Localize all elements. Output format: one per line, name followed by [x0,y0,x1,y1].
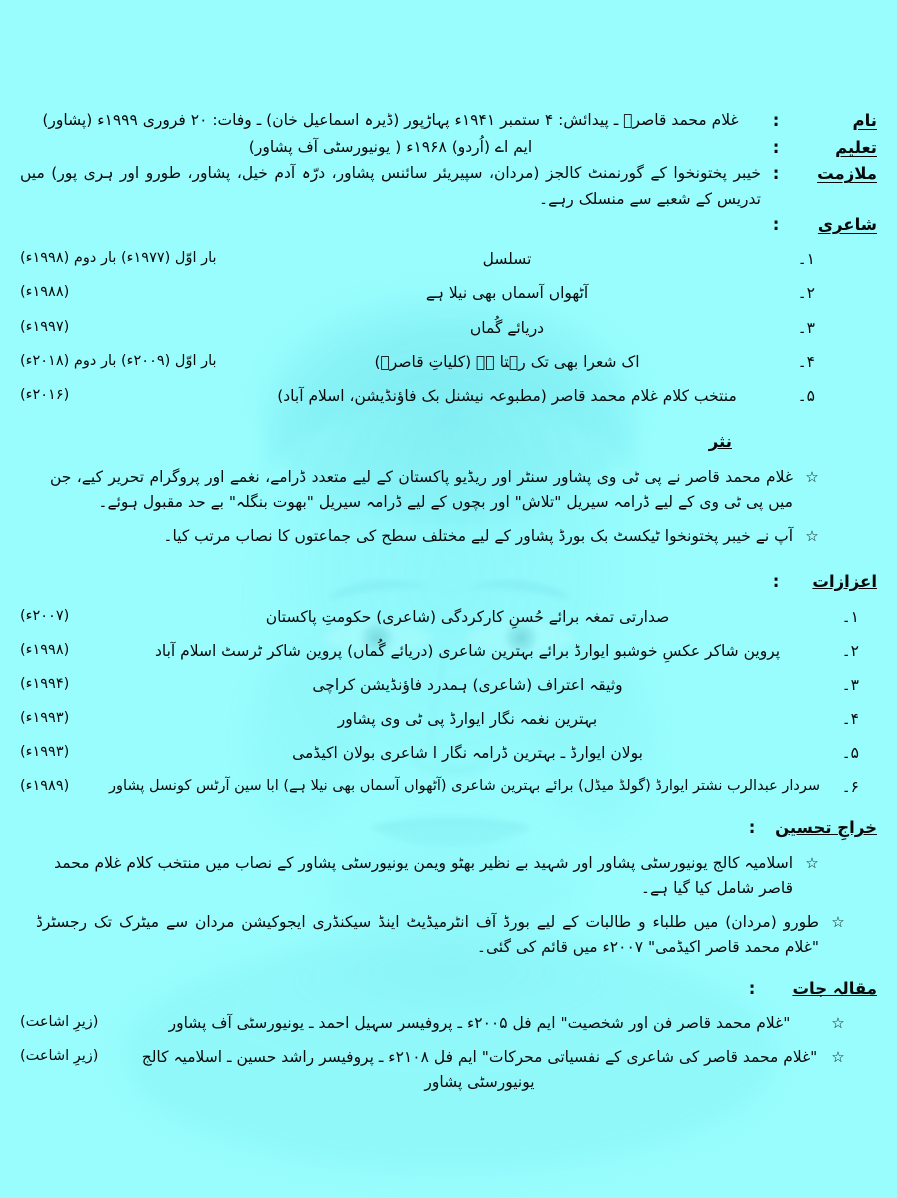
award-item [20,639,877,664]
dissertation-item-text: "غلام محمد قاصر کی شاعری کے نفسیاتی محرکات" ایم فل ۲۱۰۸ء ـ پروفیسر راشد حسین ـ اسلامیہ کالج یونیورسٹی پشاور [141,1048,818,1092]
colon-tribute: : [748,818,756,838]
colon-name: : [772,111,780,130]
label-tribute: خراجِ تحسین [775,818,877,838]
colon-employment: : [772,164,780,184]
award-item-year: (۱۹۹۳ء) [20,710,70,727]
award-item-year: (۱۹۹۴ء) [20,675,70,692]
poetry-item-title: اک شعرا بھی تک رہتا ہے (کلیاتِ قاصرؔ) [374,352,640,371]
dissertation-item-status: (زیرِ اشاعت) [20,1014,99,1031]
dissertation-item-text: "غلام محمد قاصر فن اور شخصیت" ایم فل ۲۰۰۵ء ـ پروفیسر سہیل احمد ـ یونیورسٹی آف پشاور [168,1014,791,1033]
star-icon: ☆ [805,526,819,545]
poetry-item-number: ۵۔ [797,386,815,405]
section-heading-awards [20,569,877,596]
star-icon: ☆ [805,854,819,873]
dissertation-item [20,1045,877,1095]
value-name: غلام محمد قاصرؔ ـ پیدائش: ۴ ستمبر ۱۹۴۱ء پہاڑپور (ڈیرہ اسماعیل خان) ـ وفات: ۲۰ فروری ۱۹۹۹ء (پشاور) [42,111,739,129]
tribute-item [20,910,877,960]
award-item-title: صدارتی تمغہ برائے حُسنِ کارکردگی (شاعری) حکومتِ پاکستان [265,607,670,626]
award-item-title: سردار عبدالرب نشتر ایوارڈ (گولڈ میڈل) برائے بہترین شاعری (آٹھواں آسماں بھی نیلا ہے) ابا سین آرٹس کونسل پشاور [109,778,820,795]
award-item-number: ۲۔ [841,641,859,660]
prose-item [20,465,877,515]
section-heading-dissertations [20,976,877,1003]
award-item [20,741,877,766]
colon-awards: : [772,571,780,591]
star-icon: ☆ [805,467,819,486]
label-name: نام [852,111,877,130]
award-item [20,707,877,732]
poetry-item [20,316,877,341]
star-icon: ☆ [831,913,845,932]
prose-item-text: غلام محمد قاصر نے پی ٹی وی پشاور سنٹر اور ریڈیو پاکستان کے لیے متعدد ڈرامے، نغمے اور پروگرام تحریر کیے، جن میں پی ٹی وی کے لیے ڈرامہ سیریل "تلاش" اور بچوں کے لیے ڈرامہ سیریل "بھوت بنگلہ" بے حد مقبول ہوئے۔ [50,467,793,511]
poetry-item-title: تسلسل [482,250,532,269]
label-poetry: شاعری [817,214,877,234]
poetry-item [20,384,877,409]
award-item-number: ۳۔ [841,675,859,694]
prose-item [20,524,877,549]
award-item-year: (۱۹۸۹ء) [20,778,70,795]
dissertation-item [20,1011,877,1036]
poetry-item-title: آٹھواں آسماں بھی نیلا ہے [425,284,589,303]
award-item-title: بہترین نغمہ نگار ایوارڈ پی ٹی وی پشاور [337,710,598,729]
poetry-item-editions: بار اوّل (۲۰۰۹ء) بار دوم (۲۰۱۸ء) [20,352,217,369]
award-item-title: وثیقہ اعتراف (شاعری) ہمدرد فاؤنڈیشن کراچی [312,675,623,694]
award-item-number: ۱۔ [841,607,859,626]
poetry-item-editions: بار اوّل (۱۹۷۷ء) بار دوم (۱۹۹۸ء) [20,250,217,267]
colon-education: : [772,137,780,157]
dissertation-item-status: (زیرِ اشاعت) [20,1048,99,1065]
poetry-item [20,247,877,272]
award-item-number: ۵۔ [841,744,859,763]
colon-dissertations: : [748,978,756,998]
award-item-number: ۴۔ [841,710,859,729]
bio-row-education [20,135,877,162]
star-icon: ☆ [831,1048,845,1067]
award-item [20,673,877,698]
poetry-item-number: ۳۔ [797,318,815,337]
award-item-number: ۶۔ [841,778,859,797]
poetry-item-title: منتخب کلام غلام محمد قاصر (مطبوعہ نیشنل بک فاؤنڈیشن، اسلام آباد) [277,386,737,405]
poetry-item-number: ۲۔ [797,284,815,303]
bio-row-name [20,108,877,135]
section-heading-prose [20,429,877,456]
value-employment: خیبر پختونخوا کے گورنمنٹ کالجز (مردان، سپیریئر سائنس پشاور، درّہ آدم خیل، پشاور، طورو اور ہری پور) میں تدریس کے شعبے سے منسلک رہے۔ [20,164,761,208]
award-item-year: (۱۹۹۳ء) [20,744,70,761]
poetry-item-editions: (۱۹۹۷ء) [20,318,70,335]
value-education: ایم اے (اُردو) ۱۹۶۸ء ( یونیورسٹی آف پشاور) [248,137,533,156]
star-icon: ☆ [831,1014,845,1033]
award-item-year: (۲۰۰۷ء) [20,607,70,624]
award-item-year: (۱۹۹۸ء) [20,641,70,658]
label-employment: ملازمت [817,164,877,184]
prose-item-text: آپ نے خیبر پختونخوا ٹیکسٹ بک بورڈ پشاور کے لیے مختلف سطح کی جماعتوں کا نصاب مرتب کیا۔ [163,526,793,545]
poetry-item [20,350,877,375]
poetry-item-editions: (۲۰۱۶ء) [20,386,70,403]
section-heading-tribute [20,815,877,842]
tribute-item [20,851,877,901]
label-awards: اعزازات [812,571,877,591]
poetry-item-number: ۱۔ [797,250,815,269]
tribute-item-text: اسلامیہ کالج یونیورسٹی پشاور اور شہید بے نظیر بھٹو ویمن یونیورسٹی پشاور کے نصاب میں منتخب کلام غلام محمد قاصر شامل کیا گیا ہے۔ [54,854,793,898]
award-item-title: بولان ایوارڈ ـ بہترین ڈرامہ نگار ا شاعری بولان اکیڈمی [292,744,643,763]
label-prose: نثر [708,431,732,451]
bio-row-employment [20,161,877,211]
tribute-item-text: طورو (مردان) میں طلباء و طالبات کے لیے بورڈ آف انٹرمیڈیٹ اینڈ سیکنڈری ایجوکیشن مردان سے میٹرک تک رجسٹرڈ "غلام محمد قاصر اکیڈمی" ۲۰۰۷ء میں قائم کی گئی۔ [36,913,819,957]
poetry-item-title: دریائے گُماں [469,318,545,337]
award-item [20,775,877,800]
colon-poetry: : [772,214,780,234]
section-heading-poetry [20,212,877,239]
poetry-item-number: ۴۔ [797,352,815,371]
poetry-item [20,281,877,306]
award-item [20,605,877,630]
award-item-title: پروین شاکر عکسِ خوشبو ایوارڈ برائے بہترین شاعری (دریائے گُماں) پروین شاکر ٹرسٹ اسلام آباد [154,641,781,660]
label-education: تعلیم [835,137,877,157]
label-dissertations: مقالہ جات [792,978,877,998]
poetry-item-editions: (۱۹۸۸ء) [20,284,70,301]
